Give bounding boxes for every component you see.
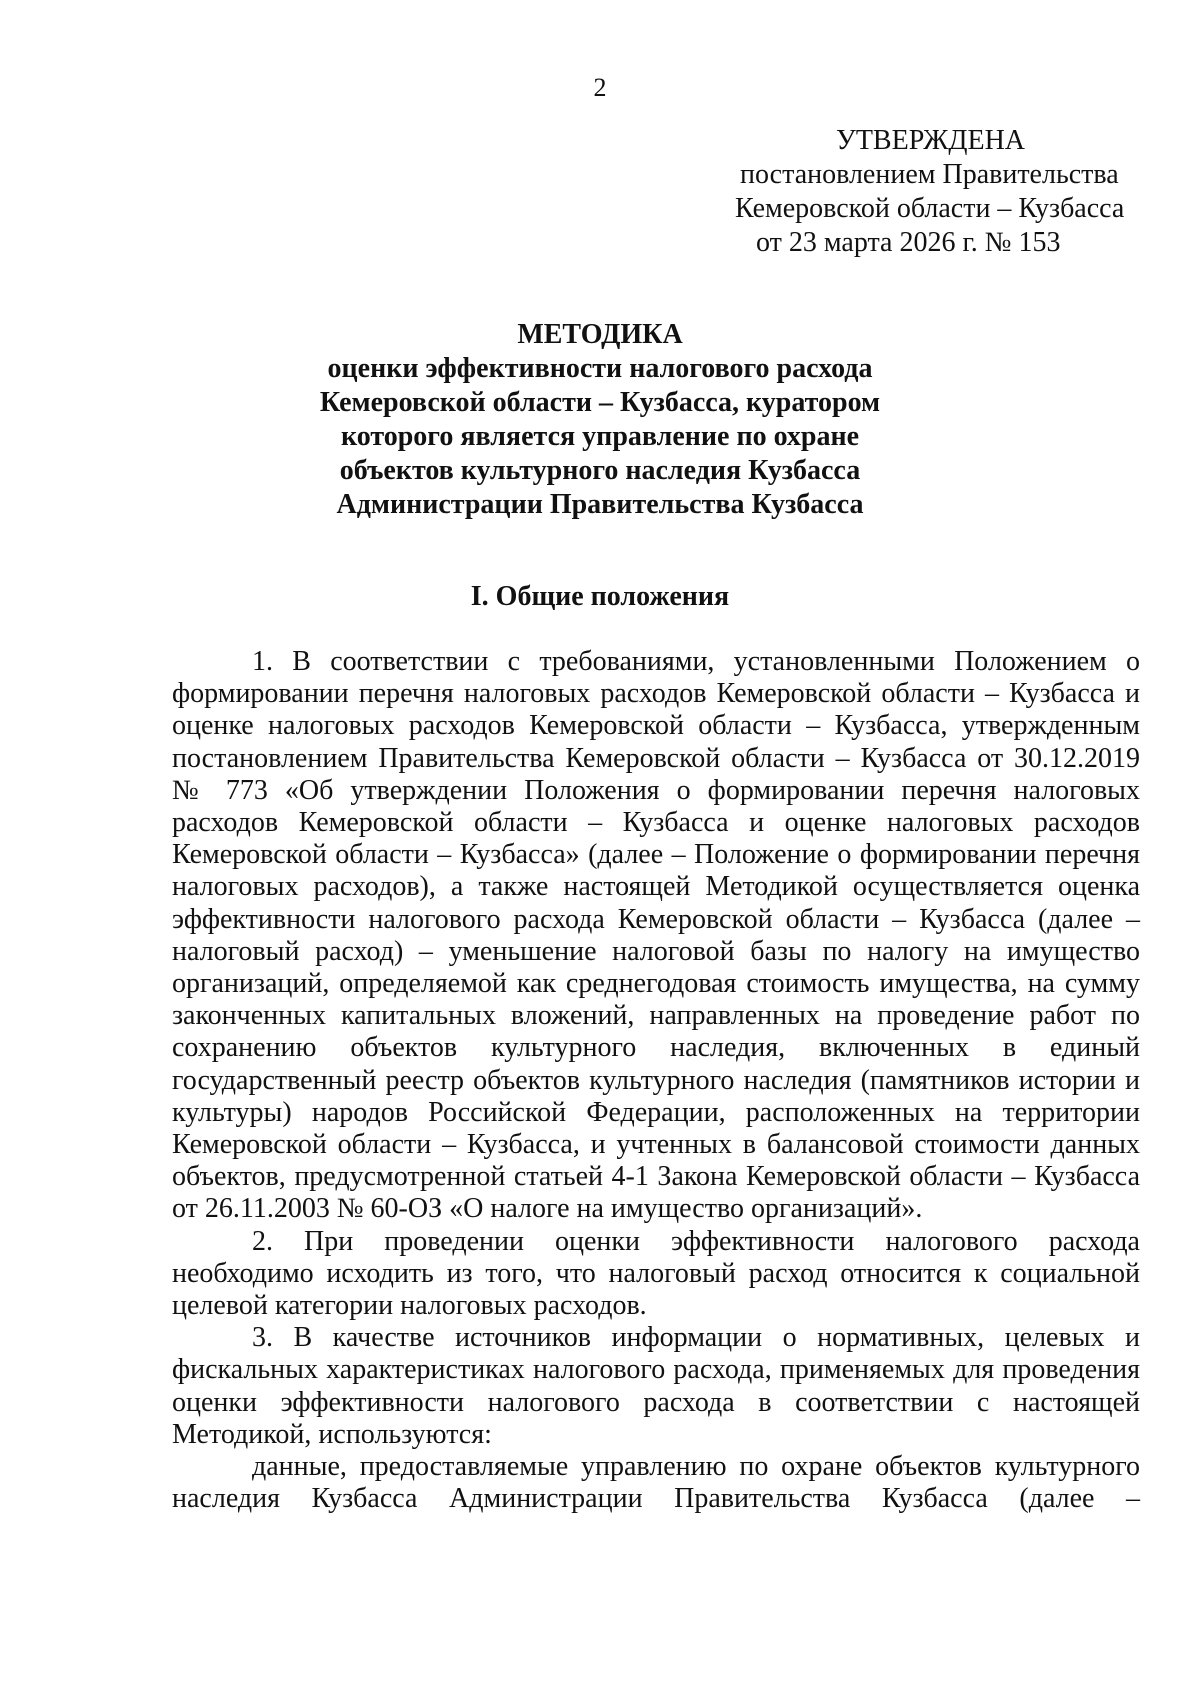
title-main: МЕТОДИКА (517, 319, 683, 350)
approval-line-date: от 23 марта 2026 г. № 153 (756, 227, 1061, 258)
title-line: объектов культурного наследия Кузбасса (339, 455, 861, 486)
body-text (172, 646, 1140, 1515)
paragraph-4: данные, предоставляемые управлению по охране объектов культурного наследия Кузбасса Администрации Правительства Кузбасса (далее – (172, 1451, 1140, 1515)
approval-block (720, 124, 1140, 260)
approval-stamp: УТВЕРЖДЕНА (836, 125, 1026, 156)
paragraph-2: 2. При проведении оценки эффективности налогового расхода необходимо исходить из того, что налоговый расход относится к социальной целевой категории налоговых расходов. (172, 1225, 1140, 1322)
document-title (0, 318, 1200, 522)
title-line: Кемеровской области – Кузбасса, куратором (319, 387, 881, 418)
title-line: Администрации Правительства Кузбасса (336, 489, 864, 520)
approval-line-region: Кемеровской области – Кузбасса (735, 193, 1125, 224)
title-line: оценки эффективности налогового расхода (327, 353, 873, 384)
page-number: 2 (593, 73, 607, 102)
title-line: которого является управление по охране (340, 421, 860, 452)
paragraph-1: 1. В соответствии с требованиями, установленными Положением о формировании перечня налоговых расходов Кемеровской области – Кузбасса и оценке налоговых расходов Кемеровской области – Кузбасса, утвержденным постановлением Правительства Кемеровской области – Кузбасса от 30.12.2019 № 773 «Об утверждении Положения о формировании перечня налоговых расходов Кемеровской области – Кузбасса и оценке налоговых расходов Кемеровской области – Кузбасса» (далее – Положение о формировании перечня налоговых расходов), а также настоящей Методикой осуществляется оценка эффективности налогового расхода Кемеровской области – Кузбасса (далее – налоговый расход) – уменьшение налоговой базы по налогу на имущество организаций, определяемой как среднегодовая стоимость имущества, на сумму законченных капитальных вложений, направленных на проведение работ по сохранению объектов культурного наследия, включенных в единый государственный реестр объектов культурного наследия (памятников истории и культуры) народов Российской Федерации, расположенных на территории Кемеровской области – Кузбасса, и учтенных в балансовой стоимости данных объектов, предусмотренной статьей 4-1 Закона Кемеровской области – Кузбасса от 26.11.2003 № 60-ОЗ «О налоге на имущество организаций». (172, 646, 1140, 1225)
section-heading: I. Общие положения (470, 581, 730, 612)
approval-line-decree: постановлением Правительства (740, 159, 1119, 190)
paragraph-3: 3. В качестве источников информации о нормативных, целевых и фискальных характеристиках налогового расхода, применяемых для проведения оценки эффективности налогового расхода в соответствии с настоящей Методикой, используются: (172, 1322, 1140, 1450)
